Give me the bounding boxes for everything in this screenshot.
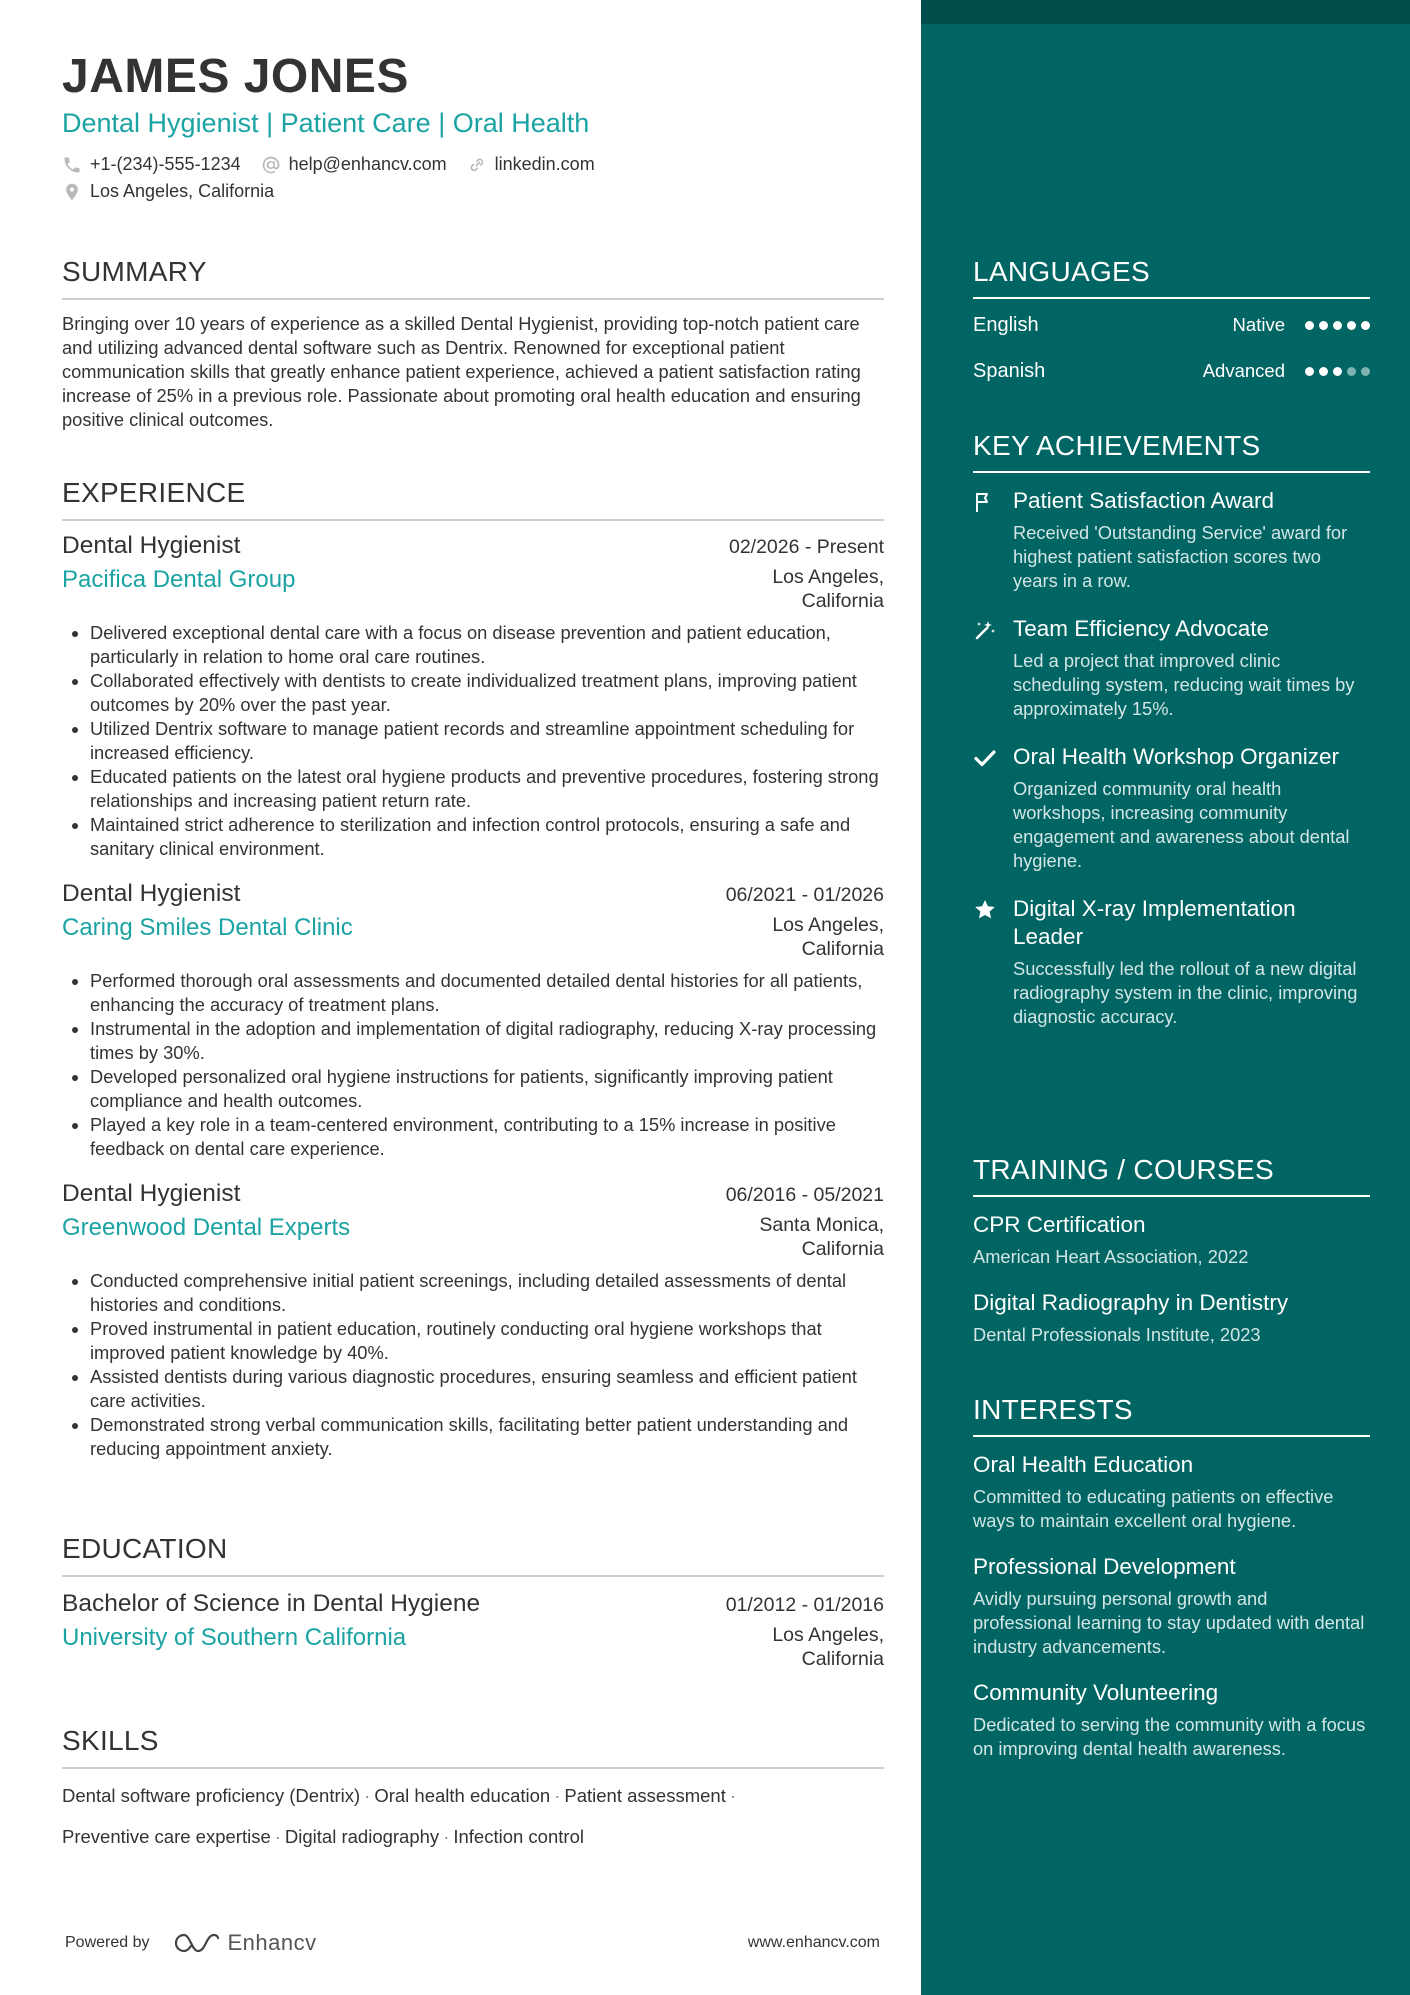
brand-name: Enhancv [227, 1930, 317, 1955]
school-name: University of Southern California [62, 1624, 407, 1651]
skill-item: Digital radiography [284, 1826, 440, 1847]
achievement-desc: Organized community oral health workshops, increasing community engagement and awareness about dental hygiene. [1013, 778, 1350, 871]
website-link[interactable]: www.enhancv.com [747, 1934, 880, 1951]
interest-item [973, 1451, 1370, 1533]
job-bullets [62, 969, 884, 1161]
job-location [724, 913, 884, 961]
section-title: SUMMARY [62, 256, 884, 300]
section-title: TRAINING / COURSES [973, 1154, 1370, 1197]
rating-dot [1305, 367, 1314, 376]
course-provider: American Heart Association, 2022 [973, 1246, 1249, 1267]
language-name: English [973, 313, 1039, 336]
flag-icon [973, 490, 997, 514]
training-section [973, 1154, 1370, 1347]
achievement-item [973, 743, 1370, 873]
language-rating [1305, 321, 1370, 330]
bullet-item: • Performed thorough oral assessments and documented detailed dental histories for all patients, enhancing the accuracy of treatment plans. [90, 969, 884, 1017]
link-icon [467, 155, 487, 175]
achievement-item [973, 615, 1370, 721]
language-level: Native [1232, 314, 1285, 335]
interest-desc: Dedicated to serving the community with a focus on improving dental health awareness. [973, 1714, 1366, 1759]
contact-row-2 [62, 181, 884, 202]
bullet-item: • Delivered exceptional dental care with a focus on disease prevention and patient education, particularly in relation to home oral care routines. [90, 621, 884, 669]
company-name: Pacifica Dental Group [62, 566, 296, 593]
bullet-item: • Utilized Dentrix software to manage patient records and streamline appointment scheduling for increased efficiency. [90, 717, 884, 765]
phone-text: +1-(234)-555-1234 [90, 154, 241, 174]
experience-section [62, 477, 884, 1461]
contact-row [62, 154, 884, 175]
achievement-title: Oral Health Workshop Organizer [1013, 744, 1339, 769]
rating-dot [1361, 321, 1370, 330]
job-bullets [62, 1269, 884, 1461]
resume-header [62, 50, 884, 202]
rating-dot [1333, 367, 1342, 376]
magic-wand-icon [973, 618, 997, 642]
job-entry [62, 531, 884, 861]
rating-dot [1333, 321, 1342, 330]
contact-email[interactable] [261, 154, 447, 175]
enhancv-logo-icon [174, 1931, 220, 1955]
rating-dot [1347, 367, 1356, 376]
language-level: Advanced [1202, 360, 1285, 381]
education-section [62, 1533, 884, 1671]
location-city: Los Angeles, [772, 566, 884, 588]
bullet-item: • Collaborated effectively with dentists to create individualized treatment plans, improving patient outcomes by 20% over the past year. [90, 669, 884, 717]
section-title: EDUCATION [62, 1533, 884, 1577]
bullet-item: • Developed personalized oral hygiene instructions for patients, significantly improving patient compliance and health outcomes. [90, 1065, 884, 1113]
interest-desc: Avidly pursuing personal growth and professional learning to stay updated with dental industry advancements. [973, 1588, 1365, 1657]
achievement-desc: Received 'Outstanding Service' award for highest patient satisfaction scores two years in a row. [1013, 522, 1348, 591]
job-title: Dental Hygienist [62, 532, 241, 559]
course-title: CPR Certification [973, 1212, 1146, 1237]
location-state: California [801, 590, 884, 612]
job-entry [62, 1179, 884, 1461]
languages-section [973, 256, 1370, 387]
section-title: KEY ACHIEVEMENTS [973, 430, 1370, 473]
achievement-item [973, 487, 1370, 593]
page-footer [65, 1930, 880, 1956]
skill-separator: · [729, 1785, 737, 1806]
achievement-desc: Successfully led the rollout of a new digital radiography system in the clinic, improving diagnostic accuracy. [1013, 958, 1358, 1027]
rating-dot [1319, 367, 1328, 376]
skill-item: Patient assessment [564, 1785, 726, 1806]
sidebar [921, 0, 1410, 1995]
bullet-item: • Educated patients on the latest oral hygiene products and preventive procedures, fostering strong relationships and increasing patient return rate. [90, 765, 884, 813]
achievements-section [973, 430, 1370, 1029]
school-location [724, 1623, 884, 1671]
contact-phone [62, 154, 241, 175]
interest-item [973, 1553, 1370, 1659]
location-city: Los Angeles, [772, 914, 884, 936]
achievement-desc: Led a project that improved clinic scheduling system, reducing wait times by approximately 15%. [1013, 650, 1355, 719]
skill-item: Infection control [453, 1826, 584, 1847]
enhancv-logo[interactable] [174, 1930, 317, 1956]
skill-item: Oral health education [374, 1785, 551, 1806]
job-date: 06/2016 - 05/2021 [725, 1184, 884, 1206]
skill-item: Preventive care expertise [62, 1826, 271, 1847]
achievement-item [973, 895, 1370, 1029]
skills-line-1 [62, 1775, 884, 1857]
interests-section [973, 1394, 1370, 1761]
language-item [973, 355, 1370, 387]
location-city: Los Angeles, [772, 1624, 884, 1646]
education-entry [62, 1589, 884, 1671]
course-item [973, 1289, 1370, 1347]
section-title: INTERESTS [973, 1394, 1370, 1437]
bullet-item: • Conducted comprehensive initial patient screenings, including detailed assessments of dental histories and conditions. [90, 1269, 884, 1317]
bullet-item: • Proved instrumental in patient education, routinely conducting oral hygiene workshops that improved patient knowledge by 40%. [90, 1317, 884, 1365]
job-location [724, 565, 884, 613]
section-title: EXPERIENCE [62, 477, 884, 521]
interest-title: Professional Development [973, 1554, 1236, 1579]
rating-dot [1361, 367, 1370, 376]
bullet-item: • Maintained strict adherence to sterilization and infection control protocols, ensuring a safe and sanitary clinical environment. [90, 813, 884, 861]
phone-icon [62, 155, 82, 175]
language-rating [1305, 367, 1370, 376]
summary-text: Bringing over 10 years of experience as a skilled Dental Hygienist, providing top-notch patient care and utilizing advanced dental software such as Dentrix. Renowned for exceptional patient communication skills that greatly enhance patient experience, achieved a patient satisfaction rating increase of 25% in a previous role. Passionate about promoting oral health education and ensuring positive clinical outcomes. [62, 313, 861, 430]
company-name: Caring Smiles Dental Clinic [62, 914, 353, 941]
achievement-title: Patient Satisfaction Award [1013, 488, 1274, 513]
job-title: Dental Hygienist [62, 880, 241, 907]
job-bullets [62, 621, 884, 861]
achievement-title: Team Efficiency Advocate [1013, 616, 1269, 641]
linkedin-link[interactable]: linkedin.com [494, 154, 595, 174]
job-entry [62, 879, 884, 1161]
at-sign-icon [261, 155, 281, 175]
contact-location [62, 181, 274, 202]
achievement-title: Digital X-ray Implementation Leader [1013, 896, 1296, 949]
interest-item [973, 1679, 1370, 1761]
email-link[interactable]: help@enhancv.com [288, 154, 447, 174]
candidate-name: JAMES JONES [62, 50, 409, 103]
bullet-item: • Instrumental in the adoption and implementation of digital radiography, reducing X-ray processing times by 30%. [90, 1017, 884, 1065]
job-date: 06/2021 - 01/2026 [725, 884, 884, 906]
education-date: 01/2012 - 01/2016 [725, 1594, 884, 1616]
section-title: SKILLS [62, 1725, 884, 1769]
candidate-tagline: Dental Hygienist | Patient Care | Oral Health [62, 108, 590, 138]
location-text: Los Angeles, California [90, 181, 275, 201]
course-title: Digital Radiography in Dentistry [973, 1290, 1289, 1315]
location-state: California [801, 938, 884, 960]
interest-title: Oral Health Education [973, 1452, 1194, 1477]
course-provider: Dental Professionals Institute, 2023 [973, 1324, 1261, 1345]
contact-linkedin[interactable] [467, 154, 595, 175]
company-name: Greenwood Dental Experts [62, 1214, 351, 1241]
bullet-item: • Demonstrated strong verbal communication skills, facilitating better patient understanding and reducing appointment anxiety. [90, 1413, 884, 1461]
powered-by [65, 1930, 317, 1956]
location-state: California [801, 1238, 884, 1260]
language-item [973, 309, 1370, 341]
language-name: Spanish [973, 359, 1046, 382]
bullet-item: • Played a key role in a team-centered environment, contributing to a 15% increase in positive feedback on dental care experience. [90, 1113, 884, 1161]
star-icon [973, 898, 997, 922]
skills-section [62, 1725, 884, 1857]
interest-desc: Committed to educating patients on effective ways to maintain excellent oral hygiene. [973, 1486, 1334, 1531]
skill-separator: · [274, 1826, 281, 1847]
interest-title: Community Volunteering [973, 1680, 1219, 1705]
degree-title: Bachelor of Science in Dental Hygiene [62, 1590, 481, 1617]
job-title: Dental Hygienist [62, 1180, 241, 1207]
rating-dot [1305, 321, 1314, 330]
skill-item: Dental software proficiency (Dentrix) [62, 1785, 361, 1806]
sidebar-top-band [921, 0, 1410, 24]
location-state: California [801, 1648, 884, 1670]
job-date: 02/2026 - Present [728, 536, 884, 558]
bullet-item: • Assisted dentists during various diagnostic procedures, ensuring seamless and efficient patient care activities. [90, 1365, 884, 1413]
location-pin-icon [62, 182, 82, 202]
powered-by-label: Powered by [65, 1934, 150, 1951]
job-location [724, 1213, 884, 1261]
location-city: Santa Monica, [759, 1214, 884, 1236]
skill-separator: · [554, 1785, 561, 1806]
skill-separator: · [443, 1826, 450, 1847]
rating-dot [1319, 321, 1328, 330]
course-item [973, 1211, 1370, 1269]
section-title: LANGUAGES [973, 256, 1370, 299]
skill-separator: · [364, 1785, 371, 1806]
summary-section [62, 256, 884, 432]
rating-dot [1347, 321, 1356, 330]
checkmark-icon [973, 746, 997, 770]
